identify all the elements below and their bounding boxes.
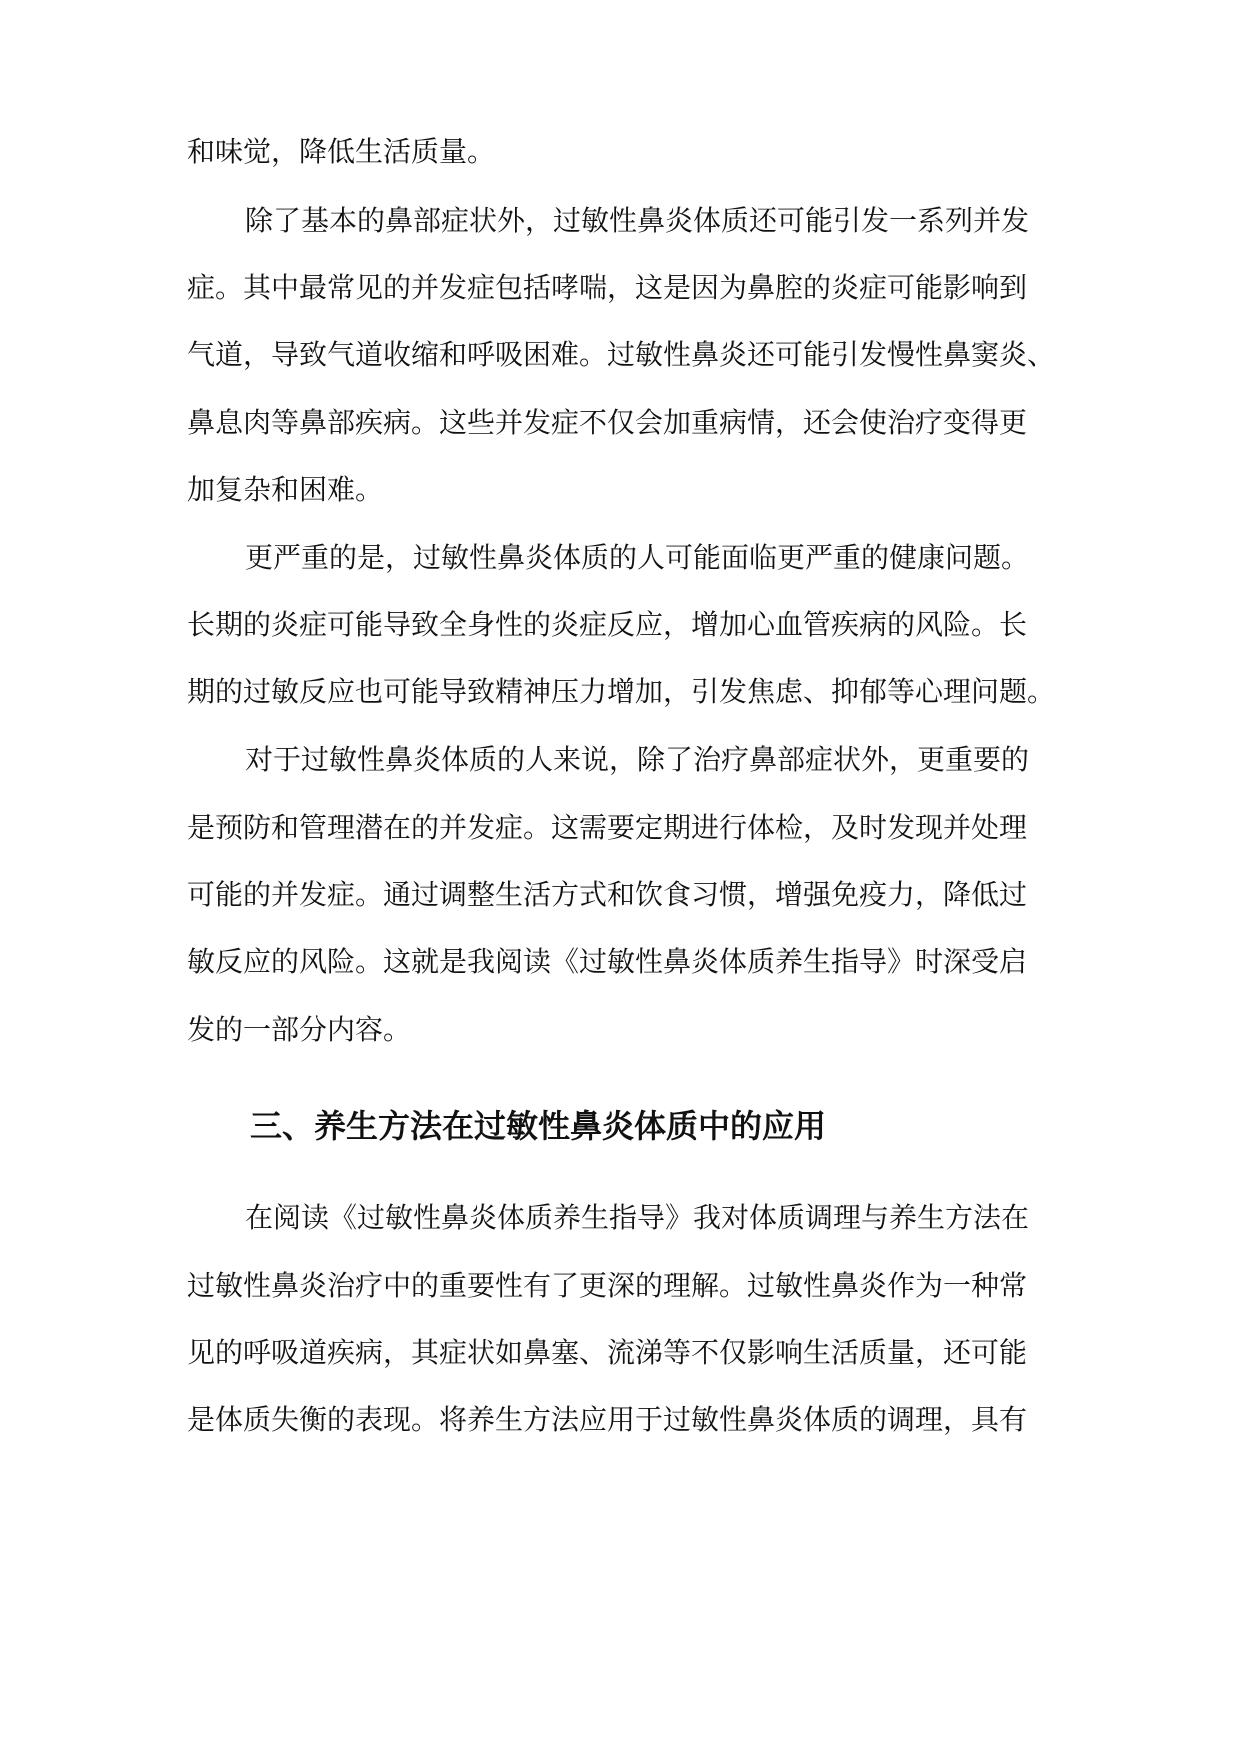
- paragraph-line: 是预防和管理潜在的并发症。这需要定期进行体检，及时发现并处理: [187, 811, 1028, 844]
- paragraph-line: 在阅读《过敏性鼻炎体质养生指导》我对体质调理与养生方法在: [245, 1201, 1030, 1234]
- paragraph-line: 症。其中最常见的并发症包括哮喘，这是因为鼻腔的炎症可能影响到: [187, 271, 1028, 304]
- paragraph-line: 和味觉，降低生活质量。: [187, 135, 496, 168]
- paragraph-line: 是体质失衡的表现。将养生方法应用于过敏性鼻炎体质的调理，具有: [187, 1403, 1028, 1436]
- section-heading: 三、养生方法在过敏性鼻炎体质中的应用: [250, 1107, 827, 1145]
- paragraph-line: 过敏性鼻炎治疗中的重要性有了更深的理解。过敏性鼻炎作为一种常: [187, 1269, 1028, 1302]
- paragraph-line: 敏反应的风险。这就是我阅读《过敏性鼻炎体质养生指导》时深受启: [187, 945, 1028, 978]
- paragraph-line: 见的呼吸道疾病，其症状如鼻塞、流涕等不仅影响生活质量，还可能: [187, 1336, 1028, 1369]
- paragraph-line: 更严重的是，过敏性鼻炎体质的人可能面临更严重的健康问题。: [245, 541, 1030, 574]
- paragraph-line: 对于过敏性鼻炎体质的人来说，除了治疗鼻部症状外，更重要的: [245, 743, 1030, 776]
- paragraph-line: 除了基本的鼻部症状外，过敏性鼻炎体质还可能引发一系列并发: [245, 204, 1030, 237]
- paragraph-line: 发的一部分内容。: [187, 1013, 412, 1046]
- paragraph-line: 鼻息肉等鼻部疾病。这些并发症不仅会加重病情，还会使治疗变得更: [187, 406, 1028, 439]
- paragraph-line: 长期的炎症可能导致全身性的炎症反应，增加心血管疾病的风险。长: [187, 608, 1028, 641]
- paragraph-line: 加复杂和困难。: [187, 473, 384, 506]
- paragraph-line: 期的过敏反应也可能导致精神压力增加，引发焦虑、抑郁等心理问题。: [187, 675, 1056, 708]
- paragraph-line: 可能的并发症。通过调整生活方式和饮食习惯，增强免疫力，降低过: [187, 878, 1028, 911]
- paragraph-line: 气道，导致气道收缩和呼吸困难。过敏性鼻炎还可能引发慢性鼻窦炎、: [187, 338, 1056, 371]
